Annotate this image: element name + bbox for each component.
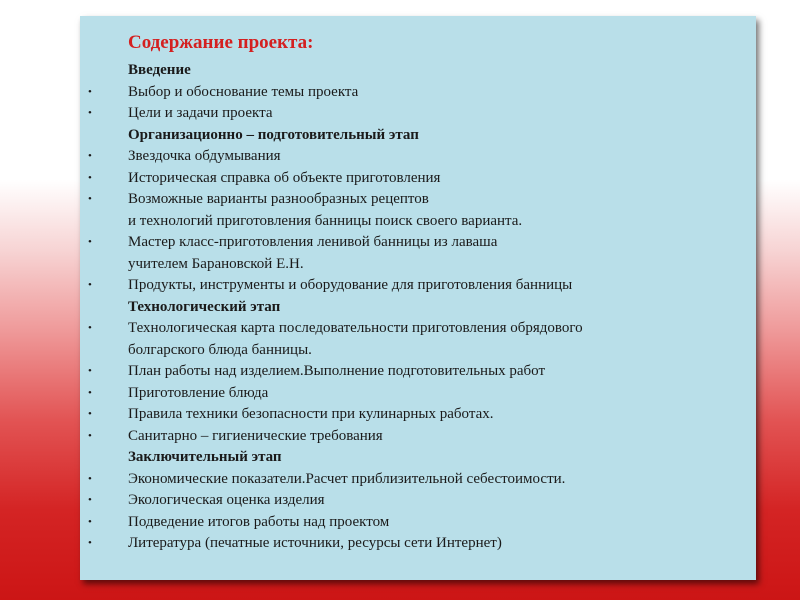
list-item [80, 254, 756, 276]
list-item-text: Продукты, инструменты и оборудование для приготовления банницы [128, 277, 573, 293]
bullet-icon: • [88, 386, 92, 399]
list-item [80, 168, 756, 190]
bullet-icon: • [88, 171, 92, 184]
list-item-text: Выбор и обоснование темы проекта [128, 83, 359, 100]
list-item-text: Технологическая карта последовательности приготовления обрядового [128, 320, 583, 336]
list-item [80, 404, 756, 426]
list-item-text: учителем Барановской Е.Н. [128, 255, 304, 272]
list-item [80, 490, 756, 512]
list-item-text: Возможные варианты разнообразных рецептов [128, 191, 429, 207]
list-item-text: Санитарно – гигиенические требования [128, 427, 383, 444]
list-item-text: Историческая справка об объекте приготовления [128, 169, 441, 186]
list-item-text: и технологий приготовления банницы поиск своего варианта. [128, 212, 523, 229]
bullet-icon: • [88, 408, 92, 420]
bullet-icon: • [88, 537, 92, 549]
list-item [80, 318, 756, 340]
bullet-icon: • [88, 150, 92, 162]
list-item-text: Организационно – подготовительный этап [128, 126, 419, 143]
bullet-icon: • [88, 515, 92, 528]
slide-title: Содержание проекта: [128, 32, 314, 53]
bullet-icon: • [88, 472, 92, 485]
bullet-icon: • [88, 494, 92, 506]
bullet-icon: • [88, 279, 92, 291]
list-item-text: болгарского блюда банницы. [128, 341, 312, 358]
list-item-text: Экономические показатели.Расчет приблизительной себестоимости. [128, 470, 566, 487]
bullet-icon: • [88, 236, 92, 248]
slide-panel [80, 16, 756, 580]
list-item [80, 533, 756, 555]
bullet-icon: • [88, 193, 92, 205]
list-item-text: Литература (печатные источники, ресурсы сети Интернет) [128, 535, 502, 551]
list-item [80, 426, 756, 448]
bullet-icon: • [88, 365, 92, 377]
section-heading [80, 297, 756, 319]
list-item-text: План работы над изделием.Выполнение подготовительных работ [128, 363, 546, 379]
list-item-text: Подведение итогов работы над проектом [128, 513, 390, 530]
list-item-text: Цели и задачи проекта [128, 105, 273, 121]
list-item-text: Приготовление блюда [128, 384, 269, 401]
list-item [80, 275, 756, 297]
list-item [80, 103, 756, 125]
list-item-text: Мастер класс-приготовления ленивой банницы из лаваша [128, 234, 498, 250]
section-heading [80, 60, 756, 82]
bullet-icon: • [88, 429, 92, 442]
list-item [80, 189, 756, 211]
list-item [80, 361, 756, 383]
list-item-text: Технологический этап [128, 298, 281, 315]
list-item-text: Заключительный этап [128, 449, 282, 465]
list-item [80, 340, 756, 362]
bullet-icon: • [88, 85, 92, 98]
list-item [80, 512, 756, 534]
slide-content [80, 30, 756, 555]
bullet-icon: • [88, 322, 92, 334]
list-item [80, 146, 756, 168]
list-item [80, 383, 756, 405]
list-item [80, 469, 756, 491]
bullet-icon: • [88, 107, 92, 119]
list-item [80, 211, 756, 233]
section-heading [80, 125, 756, 147]
list-item-text: Экологическая оценка изделия [128, 492, 325, 508]
list-item-text: Введение [128, 62, 191, 78]
list-item-text: Звездочка обдумывания [128, 148, 281, 164]
list-item [80, 82, 756, 104]
contents-list [80, 60, 756, 555]
section-heading [80, 447, 756, 469]
list-item [80, 232, 756, 254]
list-item-text: Правила техники безопасности при кулинарных работах. [128, 406, 494, 422]
